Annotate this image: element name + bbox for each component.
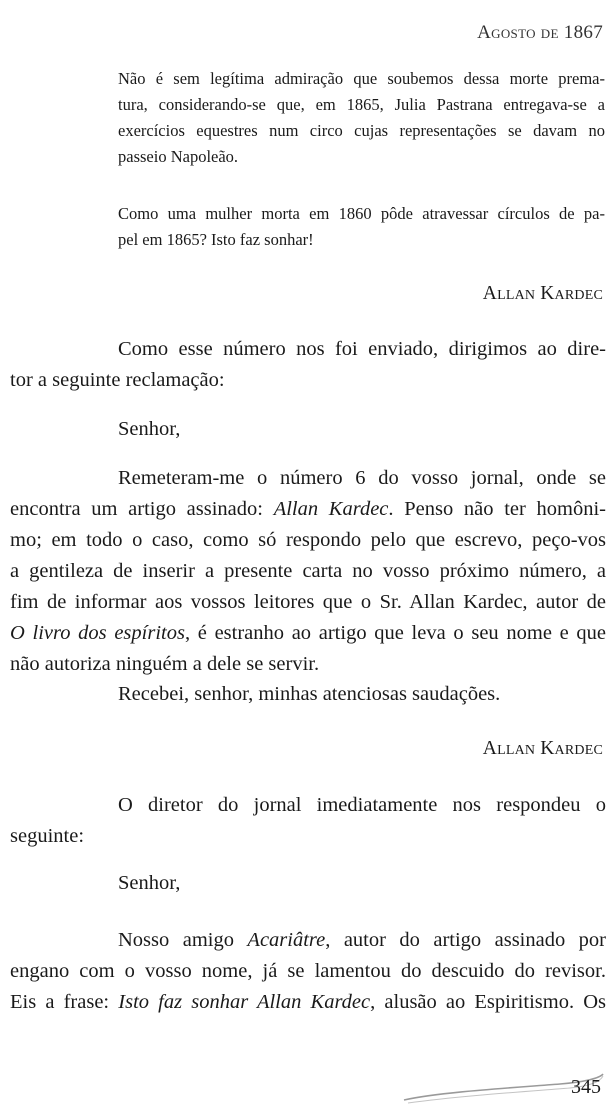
- italic-text: Isto faz sonhar Allan Kardec: [118, 991, 371, 1013]
- body-paragraph-director-reply: [10, 790, 606, 852]
- signature-allan-kardec-2: Allan Kardec: [482, 738, 603, 759]
- text-run: , é estranho ao artigo que leva o seu nome e que: [184, 622, 606, 644]
- text-line: tor a seguinte reclamação:: [10, 369, 225, 391]
- running-header: Agosto de 1867: [477, 22, 603, 43]
- text-line: [10, 618, 606, 649]
- text-line: engano com o vosso nome, já se lamentou do descuido do revisor.: [10, 960, 606, 982]
- text-run: Eis a frase:: [10, 991, 119, 1013]
- text-line: [10, 494, 606, 525]
- text-run: Nosso amigo: [118, 929, 248, 951]
- italic-text: O livro dos espíritos: [10, 622, 185, 644]
- letter-paragraph: [10, 463, 606, 680]
- text-line: Como uma mulher morta em 1860 pôde atravessar círculos de pa-: [118, 204, 605, 223]
- text-line: seguinte:: [10, 825, 85, 847]
- closing-line: Recebei, senhor, minhas atenciosas saudações.: [118, 683, 501, 705]
- text-line: [10, 987, 606, 1018]
- body-paragraph-complaint-intro: [10, 334, 606, 396]
- text-line: tura, considerando-se que, em 1865, Julia Pastrana entregava-se a: [118, 95, 605, 114]
- text-run: encontra um artigo assinado:: [10, 498, 274, 520]
- text-line: a gentileza de inserir a presente carta no vosso próximo número, a: [10, 560, 606, 582]
- text-line: exercícios equestres num circo cujas representações se davam no: [118, 121, 605, 140]
- text-line: [10, 925, 606, 956]
- text-run: , autor do artigo assinado por: [325, 929, 606, 951]
- page-number: 345: [571, 1076, 601, 1098]
- reply-paragraph: [10, 925, 606, 1018]
- text-line: mo; em todo o caso, como só respondo pelo que escrevo, peço-vos: [10, 529, 606, 551]
- text-line: O diretor do jornal imediatamente nos respondeu o: [118, 794, 606, 816]
- italic-text: Acariâtre: [247, 929, 326, 951]
- quote-paragraph-1: [118, 66, 605, 170]
- italic-text: Allan Kardec: [273, 498, 389, 520]
- text-line: pel em 1865? Isto faz sonhar!: [118, 230, 314, 249]
- text-line: passeio Napoleão.: [118, 147, 239, 166]
- salutation: Senhor,: [118, 418, 181, 440]
- signature-allan-kardec: Allan Kardec: [482, 283, 603, 304]
- text-line: fim de informar aos vossos leitores que o Sr. Allan Kardec, autor de: [10, 591, 606, 613]
- text-run: . Penso não ter homôni-: [388, 498, 606, 520]
- text-line: não autoriza ninguém a dele se servir.: [10, 653, 320, 675]
- text-line: Remeteram-me o número 6 do vosso jornal, onde se: [118, 467, 606, 489]
- text-run: , alusão ao Espiritismo. Os: [370, 991, 606, 1013]
- salutation-2: Senhor,: [118, 872, 181, 894]
- text-line: Como esse número nos foi enviado, dirigimos ao dire-: [118, 338, 606, 360]
- text-line: Não é sem legítima admiração que soubemos dessa morte prema-: [118, 69, 605, 88]
- quote-paragraph-2: [118, 201, 605, 253]
